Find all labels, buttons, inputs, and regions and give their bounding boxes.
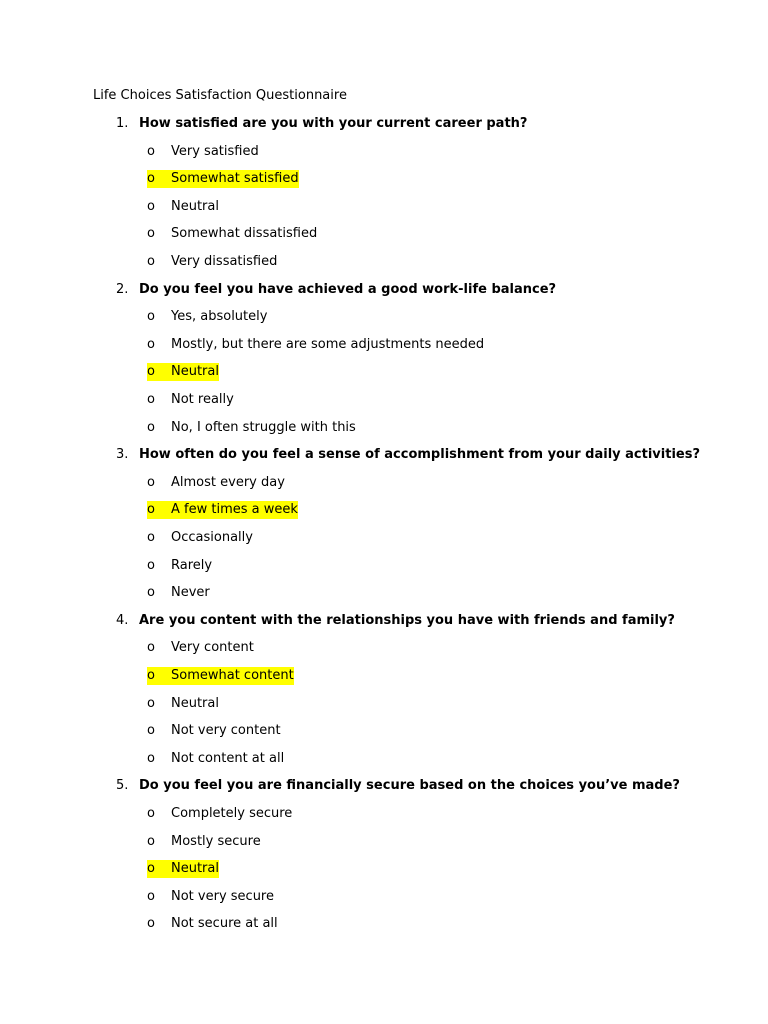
answer-option[interactable] xyxy=(147,750,284,768)
answer-option[interactable] xyxy=(147,253,277,271)
bullet-icon: o xyxy=(147,474,155,490)
document-title: Life Choices Satisfaction Questionnaire xyxy=(93,88,347,103)
bullet-icon: o xyxy=(147,530,155,545)
answer-option[interactable] xyxy=(147,419,356,437)
bullet-icon: o xyxy=(147,309,155,325)
option-label: Never xyxy=(171,585,210,601)
answer-option[interactable] xyxy=(147,584,210,602)
question-2 xyxy=(0,281,768,309)
answer-option[interactable] xyxy=(147,143,259,161)
option-label: Not secure at all xyxy=(171,916,278,932)
question-number: 4. xyxy=(116,612,129,628)
option-label: Completely secure xyxy=(171,806,293,821)
answer-option-selected[interactable] xyxy=(147,363,219,381)
option-label: Somewhat dissatisfied xyxy=(171,226,318,242)
answer-option[interactable] xyxy=(147,639,254,657)
answer-option[interactable] xyxy=(147,391,234,409)
bullet-icon: o xyxy=(147,336,155,352)
question-number: 1. xyxy=(116,116,129,131)
question-1 xyxy=(0,115,768,143)
bullet-icon: o xyxy=(147,502,155,518)
answer-option[interactable] xyxy=(147,198,219,216)
option-label: Not really xyxy=(171,392,234,407)
answer-option[interactable] xyxy=(147,225,317,243)
question-text: Do you feel you are financially secure based on the choices you’ve made? xyxy=(139,778,680,794)
option-label: Mostly secure xyxy=(171,833,261,849)
answer-option[interactable] xyxy=(147,308,267,326)
option-label: Very dissatisfied xyxy=(171,254,278,269)
option-label: A few times a week xyxy=(171,502,298,518)
answer-option[interactable] xyxy=(147,833,261,851)
bullet-icon: o xyxy=(147,806,155,821)
option-label: Occasionally xyxy=(171,530,253,545)
answer-option[interactable] xyxy=(147,888,274,906)
question-number: 2. xyxy=(116,281,129,297)
question-text: Are you content with the relationships you have with friends and family? xyxy=(139,612,675,628)
bullet-icon: o xyxy=(147,916,155,932)
option-label: No, I often struggle with this xyxy=(171,419,356,435)
option-label: Rarely xyxy=(171,557,213,573)
answer-option[interactable] xyxy=(147,695,219,713)
bullet-icon: o xyxy=(147,364,155,380)
question-text: How satisfied are you with your current career path? xyxy=(139,116,528,131)
question-text: Do you feel you have achieved a good work-life balance? xyxy=(139,281,557,297)
bullet-icon: o xyxy=(147,585,155,601)
answer-option-selected[interactable] xyxy=(147,667,294,685)
option-label: Neutral xyxy=(171,198,219,214)
question-4 xyxy=(0,612,768,640)
option-label: Yes, absolutely xyxy=(171,309,268,325)
option-label: Mostly, but there are some adjustments needed xyxy=(171,336,485,352)
answer-option-selected[interactable] xyxy=(147,170,299,188)
bullet-icon: o xyxy=(147,640,155,656)
answer-option[interactable] xyxy=(147,336,484,354)
question-3 xyxy=(0,446,768,474)
bullet-icon: o xyxy=(147,419,155,435)
answer-option[interactable] xyxy=(147,474,285,492)
answer-option[interactable] xyxy=(147,722,281,740)
bullet-icon: o xyxy=(147,861,155,877)
option-label: Not very secure xyxy=(171,888,274,904)
option-label: Almost every day xyxy=(171,474,285,490)
bullet-icon: o xyxy=(147,695,155,711)
bullet-icon: o xyxy=(147,750,155,766)
bullet-icon: o xyxy=(147,557,155,573)
option-label: Somewhat content xyxy=(171,668,294,683)
bullet-icon: o xyxy=(147,888,155,904)
question-5 xyxy=(0,777,768,805)
option-label: Very content xyxy=(171,640,254,656)
option-label: Neutral xyxy=(171,364,219,380)
bullet-icon: o xyxy=(147,226,155,242)
answer-option[interactable] xyxy=(147,529,253,547)
bullet-icon: o xyxy=(147,254,155,269)
question-number: 3. xyxy=(116,447,129,463)
option-label: Somewhat satisfied xyxy=(171,171,299,187)
answer-option-selected[interactable] xyxy=(147,860,219,878)
option-label: Not very content xyxy=(171,723,281,739)
option-label: Not content at all xyxy=(171,750,285,766)
answer-option[interactable] xyxy=(147,557,212,575)
bullet-icon: o xyxy=(147,723,155,739)
bullet-icon: o xyxy=(147,833,155,849)
answer-option[interactable] xyxy=(147,915,278,933)
bullet-icon: o xyxy=(147,392,155,407)
bullet-icon: o xyxy=(147,171,155,187)
option-label: Neutral xyxy=(171,861,219,877)
answer-option[interactable] xyxy=(147,805,292,823)
question-text: How often do you feel a sense of accomplishment from your daily activities? xyxy=(139,447,700,463)
answer-option-selected[interactable] xyxy=(147,501,298,519)
bullet-icon: o xyxy=(147,143,155,159)
option-label: Neutral xyxy=(171,695,219,711)
bullet-icon: o xyxy=(147,198,155,214)
option-label: Very satisfied xyxy=(171,143,259,159)
question-number: 5. xyxy=(116,778,129,794)
bullet-icon: o xyxy=(147,668,155,683)
